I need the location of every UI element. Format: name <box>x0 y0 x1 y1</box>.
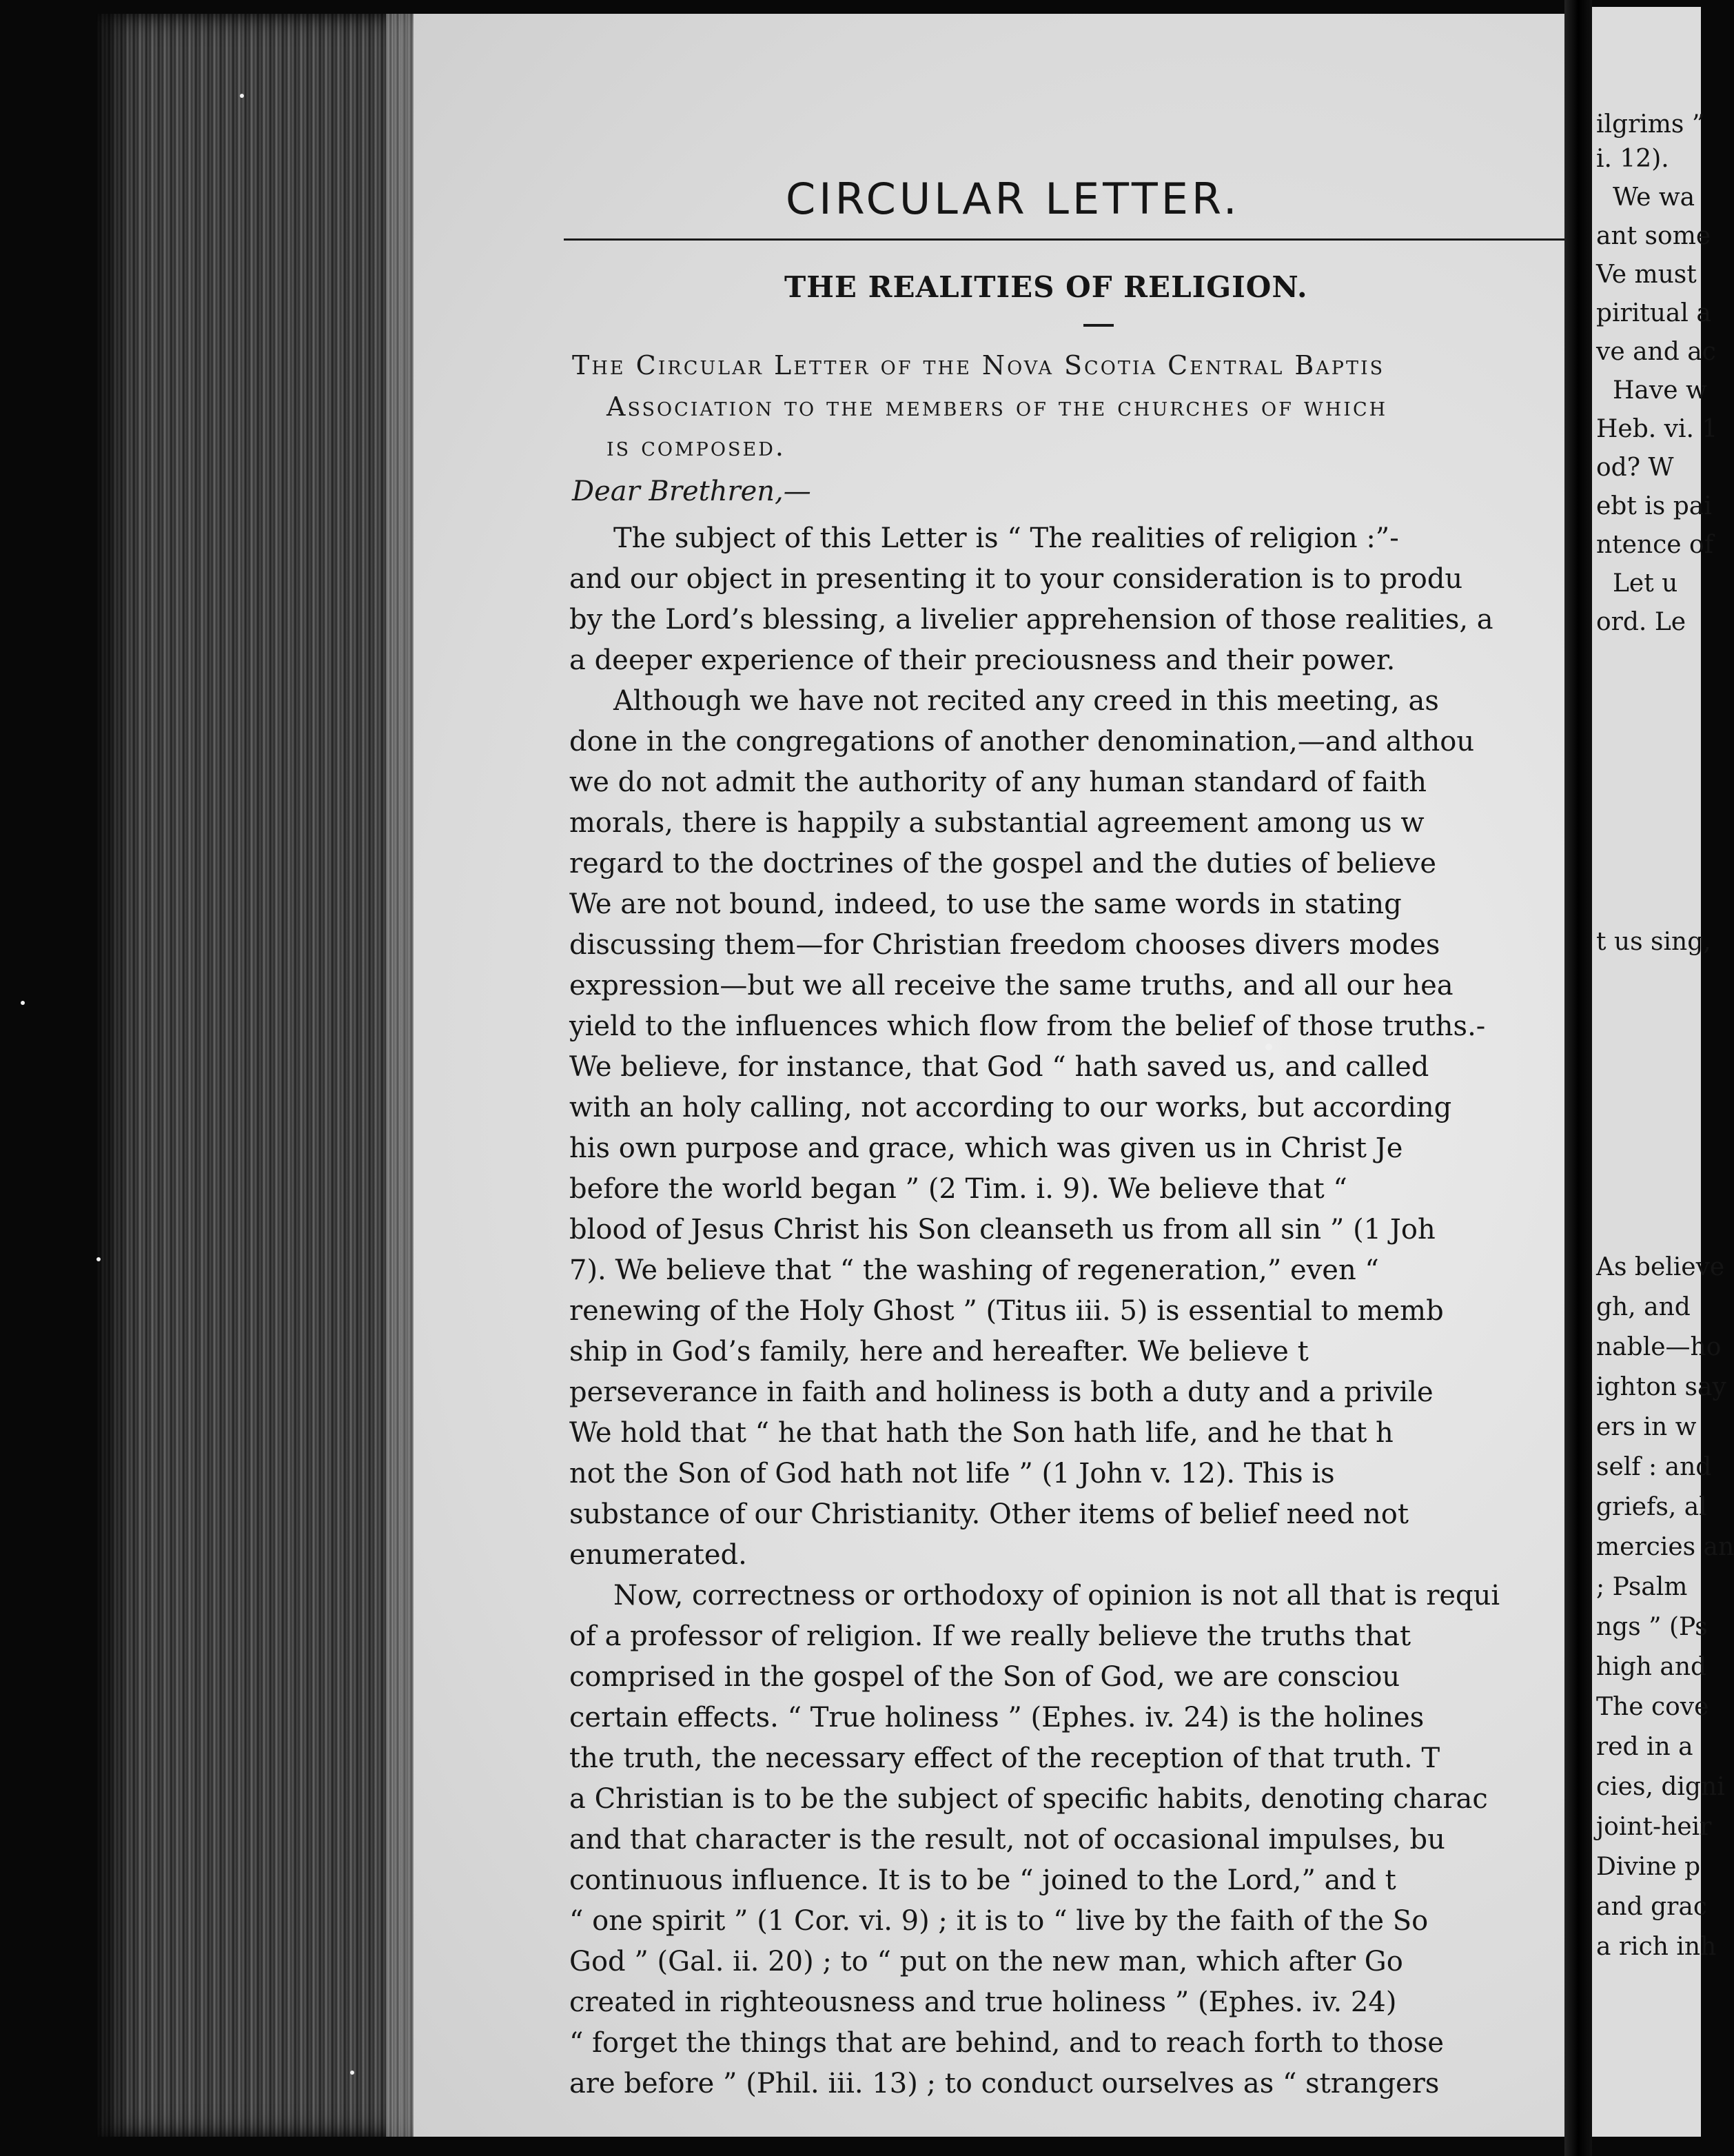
text-line: Although we have not recited any creed in this meeting, as <box>613 685 1439 717</box>
text-line: expression—but we all receive the same truths, and all our hea <box>569 970 1454 1001</box>
facing-text-line: i. 12). <box>1596 145 1669 173</box>
text-line: not the Son of God hath not life ” (1 John v. 12). This is <box>569 1458 1335 1489</box>
facing-text-line: The cove <box>1596 1693 1709 1721</box>
facing-text-line: ighton say <box>1596 1373 1726 1401</box>
text-line: discussing them—for Christian freedom chooses divers modes <box>569 929 1440 961</box>
facing-text-line: red in a <box>1596 1733 1693 1761</box>
facing-text-line: Divine p <box>1596 1853 1701 1881</box>
facing-text-line: Let u <box>1613 569 1678 598</box>
text-line: God ” (Gal. ii. 20) ; to “ put on the new man, which after Go <box>569 1946 1403 1977</box>
text-line: a Christian is to be the subject of specific habits, denoting charac <box>569 1783 1488 1815</box>
facing-text-line: Heb. vi. 1 <box>1596 415 1718 443</box>
facing-text-line: We wa <box>1613 183 1695 212</box>
text-line: created in righteousness and true holiness ” (Ephes. iv. 24) <box>569 1986 1397 2018</box>
text-line: “ forget the things that are behind, and to reach forth to those <box>569 2027 1445 2059</box>
facing-text-line: joint-heir <box>1596 1813 1712 1841</box>
text-line: with an holy calling, not according to our works, but according <box>569 1092 1452 1123</box>
facing-text-line: t us sing, <box>1596 928 1711 956</box>
facing-text-line: ers in w <box>1596 1413 1697 1441</box>
page-title: CIRCULAR LETTER. <box>786 174 1241 224</box>
text-line: his own purpose and grace, which was given us in Christ Je <box>569 1132 1403 1164</box>
facing-text-line: Have w <box>1613 376 1707 405</box>
text-line: and that character is the result, not of occasional impulses, bu <box>569 1824 1445 1855</box>
text-line: We hold that “ he that hath the Son hath life, and he that h <box>569 1417 1394 1449</box>
dust-speck <box>240 94 244 98</box>
text-line: We believe, for instance, that God “ hath saved us, and called <box>569 1051 1429 1083</box>
text-line: the truth, the necessary effect of the reception of that truth. T <box>569 1742 1440 1774</box>
text-line: 7). We believe that “ the washing of regeneration,” even “ <box>569 1254 1379 1286</box>
intro-line: Association to the members of the churches of which <box>606 391 1388 422</box>
text-line: blood of Jesus Christ his Son cleanseth us from all sin ” (1 Joh <box>569 1214 1436 1245</box>
facing-text-line: gh, and <box>1596 1293 1691 1321</box>
facing-text-line: mercies an <box>1596 1533 1734 1561</box>
text-line: done in the congregations of another denomination,—and althou <box>569 726 1475 757</box>
facing-text-line: ilgrims ” <box>1596 110 1705 139</box>
text-line: enumerated. <box>569 1539 747 1571</box>
facing-text-line: Ve must <box>1596 261 1697 289</box>
facing-text-line: ant some <box>1596 222 1711 250</box>
text-line: yield to the influences which flow from the belief of those truths.- <box>569 1010 1486 1042</box>
dust-speck <box>350 2071 354 2075</box>
text-line: of a professor of religion. If we really believe the truths that <box>569 1620 1411 1652</box>
facing-text-line: cies, digni <box>1596 1773 1725 1801</box>
facing-text-line: ngs ” (Ps <box>1596 1613 1708 1641</box>
dust-speck <box>96 1257 101 1261</box>
facing-text-line: self : and <box>1596 1453 1712 1481</box>
text-line: Now, correctness or orthodoxy of opinion is not all that is requi <box>613 1580 1500 1611</box>
text-line: morals, there is happily a substantial agreement among us w <box>569 807 1425 839</box>
text-line: comprised in the gospel of the Son of God, we are consciou <box>569 1661 1400 1693</box>
text-line: renewing of the Holy Ghost ” (Titus iii. 5) is essential to memb <box>569 1295 1444 1327</box>
text-line: ship in God’s family, here and hereafter. We believe t <box>569 1336 1309 1367</box>
letter-body <box>569 518 1564 2104</box>
greeting: Dear Brethren,— <box>572 476 811 507</box>
facing-text-line: ntence of <box>1596 531 1714 559</box>
text-line: perseverance in faith and holiness is both a duty and a privile <box>569 1376 1434 1408</box>
text-line: substance of our Christianity. Other items of belief need not <box>569 1498 1409 1530</box>
facing-text-line: ebt is pai <box>1596 492 1712 520</box>
facing-text-line: ; Psalm <box>1596 1573 1688 1601</box>
facing-text-line: As believe <box>1596 1253 1725 1281</box>
facing-text-line: high and <box>1596 1653 1707 1681</box>
dust-speck <box>21 1001 25 1005</box>
facing-text-line: od? W <box>1596 454 1674 482</box>
intro-line: The Circular Letter of the Nova Scotia Central Baptis <box>572 350 1385 380</box>
book-gutter <box>1564 0 1592 2156</box>
facing-text-line: ord. Le <box>1596 608 1686 636</box>
facing-text-line: piritual a <box>1596 299 1711 327</box>
article-title: THE REALITIES OF RELIGION. <box>784 270 1308 304</box>
facing-text-line: and grac <box>1596 1893 1708 1921</box>
dust-speck <box>1265 1044 1272 1050</box>
text-line: before the world began ” (2 Tim. i. 9). We believe that “ <box>569 1173 1347 1205</box>
text-line: and our object in presenting it to your consideration is to produ <box>569 563 1463 595</box>
facing-page <box>1592 7 1734 2137</box>
facing-text-line: nable—ho <box>1596 1333 1722 1361</box>
intro-line: is composed. <box>606 431 786 462</box>
title-rule <box>564 238 1570 241</box>
title-dash <box>1083 324 1114 327</box>
text-line: by the Lord’s blessing, a livelier apprehension of those realities, a <box>569 604 1493 635</box>
text-line: “ one spirit ” (1 Cor. vi. 9) ; it is to “ live by the faith of the So <box>569 1905 1429 1937</box>
facing-text-line: a rich inh <box>1596 1933 1717 1961</box>
text-line: a deeper experience of their preciousness and their power. <box>569 644 1396 676</box>
text-line: We are not bound, indeed, to use the same words in stating <box>569 888 1402 920</box>
text-line: are before ” (Phil. iii. 13) ; to conduct ourselves as “ strangers <box>569 2068 1440 2099</box>
text-line: The subject of this Letter is “ The realities of religion :”- <box>613 522 1399 554</box>
facing-text-line: ve and ac <box>1596 338 1716 366</box>
text-line: certain effects. “ True holiness ” (Ephes. iv. 24) is the holines <box>569 1702 1425 1733</box>
text-line: we do not admit the authority of any human standard of faith <box>569 766 1427 798</box>
text-line: regard to the doctrines of the gospel and the duties of believe <box>569 848 1437 879</box>
text-line: continuous influence. It is to be “ joined to the Lord,” and t <box>569 1864 1396 1896</box>
facing-text-line: griefs, al <box>1596 1493 1707 1521</box>
